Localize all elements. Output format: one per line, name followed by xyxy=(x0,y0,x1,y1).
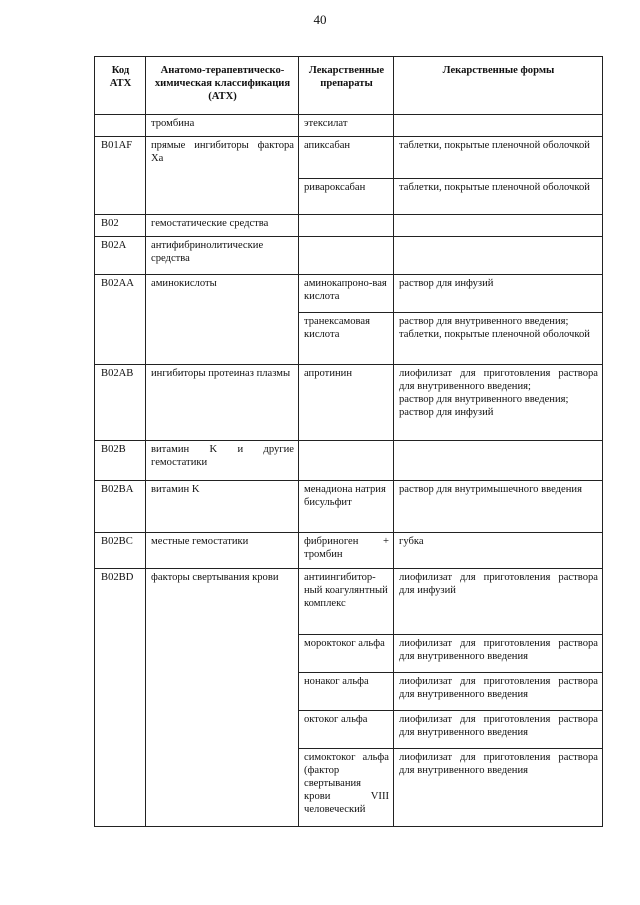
cell-drug: антиингибитор-ный коагулянтный комплекс xyxy=(299,569,394,635)
cell-form xyxy=(394,115,603,137)
cell-classification: ингибиторы протеиназ плазмы xyxy=(146,365,299,441)
table-row xyxy=(95,711,603,749)
table-row xyxy=(95,179,603,215)
cell-code xyxy=(95,115,146,137)
cell-code: B02AB xyxy=(95,365,146,441)
cell-form: губка xyxy=(394,533,603,569)
cell-form: раствор для внутримышечного введения xyxy=(394,481,603,533)
cell-drug: мороктоког альфа xyxy=(299,635,394,673)
cell-form xyxy=(394,237,603,275)
cell-classification xyxy=(146,313,299,365)
cell-form: таблетки, покрытые пленочной оболочкой xyxy=(394,179,603,215)
table-row xyxy=(95,635,603,673)
cell-drug: нонаког альфа xyxy=(299,673,394,711)
cell-code xyxy=(95,749,146,827)
cell-form: лиофилизат для приготовления раствора для внутривенного введения xyxy=(394,749,603,827)
cell-drug: транексамовая кислота xyxy=(299,313,394,365)
table-row xyxy=(95,115,603,137)
cell-code: B01AF xyxy=(95,137,146,179)
cell-drug xyxy=(299,441,394,481)
cell-drug: октоког альфа xyxy=(299,711,394,749)
table-row xyxy=(95,275,603,313)
table-row xyxy=(95,749,603,827)
cell-classification: аминокислоты xyxy=(146,275,299,313)
cell-classification: факторы свертывания крови xyxy=(146,569,299,635)
cell-code xyxy=(95,711,146,749)
table-row xyxy=(95,215,603,237)
cell-drug: апротинин xyxy=(299,365,394,441)
cell-drug xyxy=(299,237,394,275)
cell-form xyxy=(394,365,603,441)
cell-drug: аминокапроно-вая кислота xyxy=(299,275,394,313)
cell-code xyxy=(95,635,146,673)
table-row xyxy=(95,365,603,441)
cell-classification: витамин K xyxy=(146,481,299,533)
cell-code: B02BA xyxy=(95,481,146,533)
cell-code: B02AA xyxy=(95,275,146,313)
cell-classification xyxy=(146,179,299,215)
header-forms: Лекарственные формы xyxy=(394,57,603,115)
cell-classification xyxy=(146,635,299,673)
form-line: лиофилизат для приготовления раствора для внутривенного введения; xyxy=(399,368,598,392)
header-code: Код АТХ xyxy=(95,57,146,115)
form-line: таблетки, покрытые пленочной оболочкой xyxy=(399,328,590,340)
cell-drug: ривароксабан xyxy=(299,179,394,215)
cell-form: раствор для инфузий xyxy=(394,275,603,313)
atx-table xyxy=(94,56,603,827)
table-row xyxy=(95,673,603,711)
cell-code xyxy=(95,313,146,365)
cell-form xyxy=(394,215,603,237)
cell-form xyxy=(394,441,603,481)
cell-classification xyxy=(146,749,299,827)
cell-code: B02A xyxy=(95,237,146,275)
page-number: 40 xyxy=(313,12,327,27)
table-row xyxy=(95,313,603,365)
cell-form: лиофилизат для приготовления раствора для внутривенного введения xyxy=(394,711,603,749)
cell-form: таблетки, покрытые пленочной оболочкой xyxy=(394,137,603,179)
header-drugs: Лекарственные препараты xyxy=(299,57,394,115)
cell-classification xyxy=(146,711,299,749)
cell-classification: прямые ингибиторы фактора Xa xyxy=(146,137,299,179)
cell-classification: антифибринолитические средства xyxy=(146,237,299,275)
cell-classification: местные гемостатики xyxy=(146,533,299,569)
cell-code: B02BC xyxy=(95,533,146,569)
cell-drug: фибриноген + тромбин xyxy=(299,533,394,569)
cell-code xyxy=(95,673,146,711)
cell-form: лиофилизат для приготовления раствора для внутривенного введения xyxy=(394,635,603,673)
form-line: раствор для инфузий xyxy=(399,406,494,418)
cell-drug: апиксабан xyxy=(299,137,394,179)
cell-classification: витамин K и другие гемостатики xyxy=(146,441,299,481)
table-row xyxy=(95,441,603,481)
cell-form: лиофилизат для приготовления раствора для внутривенного введения xyxy=(394,673,603,711)
cell-code: B02 xyxy=(95,215,146,237)
header-classification: Анатомо-терапевтическо-химическая классификация (АТХ) xyxy=(146,57,299,115)
cell-classification: гемостатические средства xyxy=(146,215,299,237)
table-row xyxy=(95,533,603,569)
cell-form: лиофилизат для приготовления раствора для инфузий xyxy=(394,569,603,635)
form-line: раствор для внутривенного введения; xyxy=(399,393,569,405)
table-header-row xyxy=(95,57,603,115)
cell-classification: тромбина xyxy=(146,115,299,137)
form-line: раствор для внутривенного введения; xyxy=(399,316,569,327)
cell-drug: симоктоког альфа (фактор свертывания крови VIII человеческий xyxy=(299,749,394,827)
table-row xyxy=(95,237,603,275)
cell-code xyxy=(95,179,146,215)
cell-classification xyxy=(146,673,299,711)
cell-drug: менадиона натрия бисульфит xyxy=(299,481,394,533)
cell-drug xyxy=(299,215,394,237)
cell-code: B02BD xyxy=(95,569,146,635)
table-row xyxy=(95,569,603,635)
table-row xyxy=(95,137,603,179)
table-row xyxy=(95,481,603,533)
cell-code: B02B xyxy=(95,441,146,481)
cell-form xyxy=(394,313,603,365)
cell-drug: этексилат xyxy=(299,115,394,137)
